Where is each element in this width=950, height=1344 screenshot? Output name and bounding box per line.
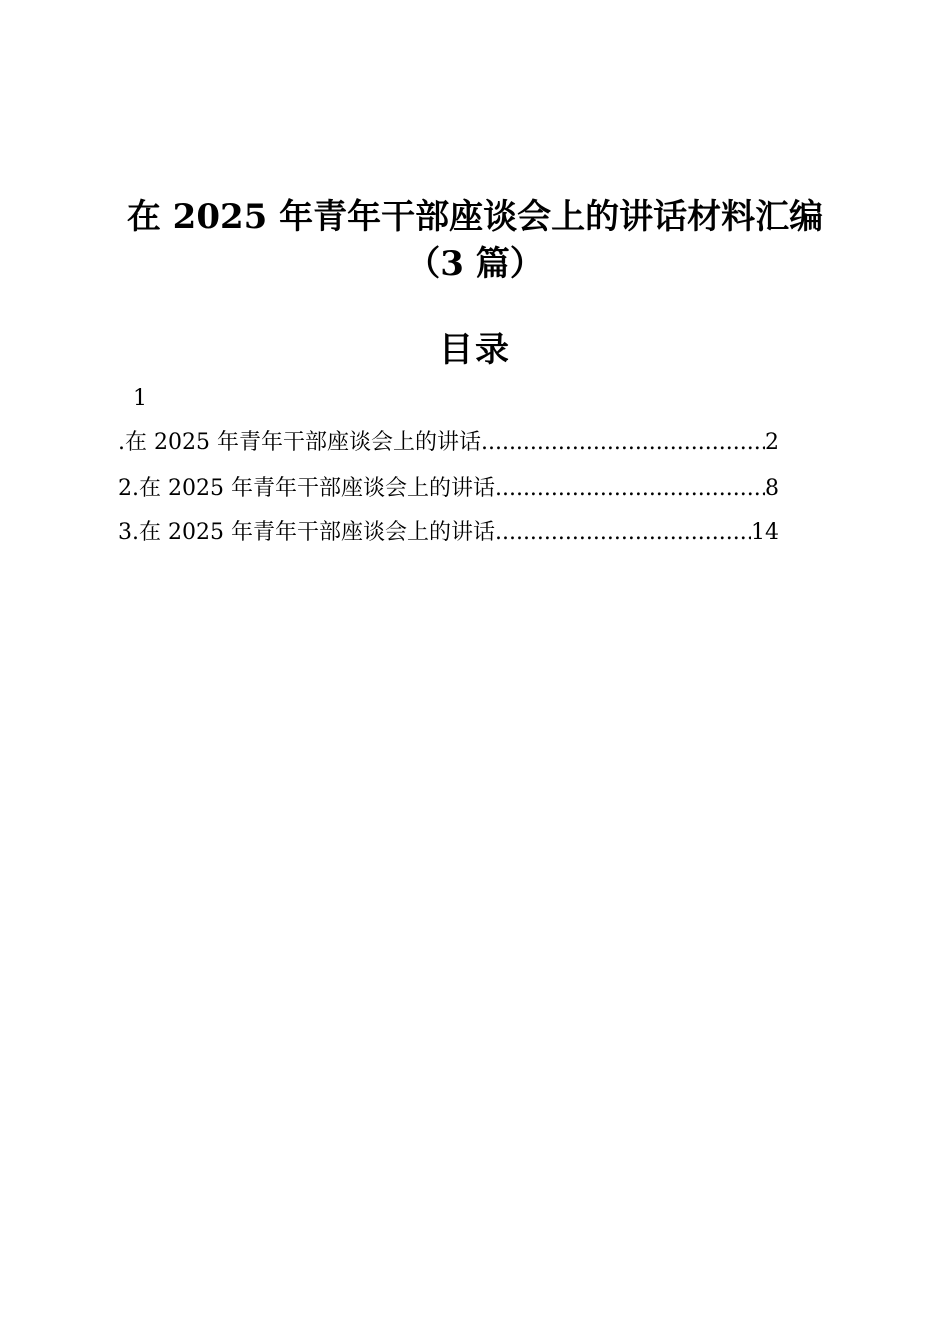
document-title: 在 2025 年青年干部座谈会上的讲话材料汇编: [126, 197, 824, 237]
toc-entry[interactable]: [118, 520, 779, 546]
toc-dot-leader: [495, 520, 751, 546]
toc-entry-page: 8: [765, 476, 779, 501]
toc-entry-label: 2.在 2025 年青年干部座谈会上的讲话: [118, 476, 495, 501]
toc-number-line: 1: [133, 386, 147, 411]
toc-entry-page: 2: [765, 430, 779, 455]
toc-entry[interactable]: [118, 430, 779, 456]
toc-dot-leader: [495, 476, 765, 502]
toc-entry-label: 3.在 2025 年青年干部座谈会上的讲话: [118, 520, 495, 545]
toc-entry-page: 14: [751, 520, 779, 545]
toc-dot-leader: [481, 430, 765, 456]
toc-entry[interactable]: [118, 476, 779, 502]
toc-entry-label: .在 2025 年青年干部座谈会上的讲话: [118, 430, 481, 455]
document-title-count: （3 篇）: [406, 244, 544, 284]
toc-heading: 目录: [439, 330, 511, 370]
